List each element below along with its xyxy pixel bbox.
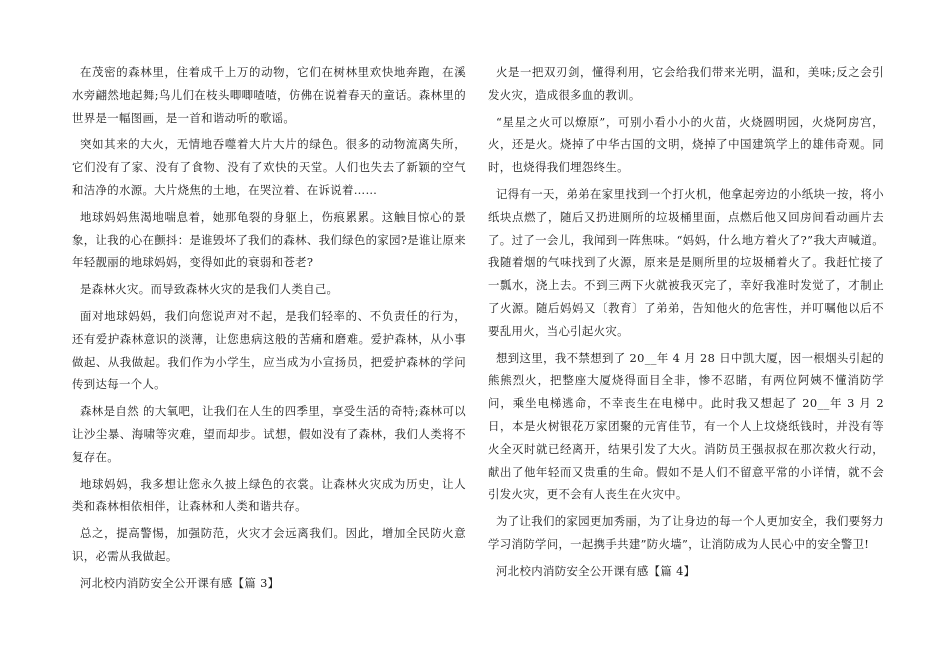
paragraph-oxygen-bar: 森林是自然 的大氧吧，让我们在人生的四季里，享受生活的奇特;森林可以让沙尘暴、海啸等灾难，望而却步。试想，假如没有了森林，我们人类将不复存在。 (72, 404, 466, 464)
paragraph-sudden-fire: 突如其来的大火，无情地吞噬着大片大片的绿色。很多的动物流离失所，它们没有了家、没有了食物、没有了欢快的天堂。人们也失去了新颖的空气和洁净的水源。大片烧焦的土地，在哭泣着、在诉说着…… (72, 137, 466, 197)
paragraph-double-edged-sword: 火是一把双刃剑，懂得利用，它会给我们带来光明，温和，美味;反之会引发火灾，造成很多血的教训。 (488, 65, 884, 102)
section-heading-part-4: 河北校内消防安全公开课有感【篇 4】 (496, 563, 696, 578)
left-column (72, 61, 466, 595)
paragraph-firewall: 为了让我们的家园更加秀丽，为了让身边的每一个人更加安全，我们要努力学习消防学问，一起携手共建”防火墙”，让消防成为人民心中的安全警卫! (488, 514, 884, 551)
paragraph-mother-earth: 地球妈妈焦渴地喘息着，她那龟裂的身躯上，伤痕累累。这触目惊心的景象，让我的心在颤抖：是谁毁坏了我们的森林、我们绿色的家园?是谁让原来年轻靓丽的地球妈妈，变得如此的衰弱和苍老? (72, 209, 466, 270)
paragraph-green-clothes: 地球妈妈，我多想让您永久披上绿色的衣裳。让森林火灾成为历史，让人类和森林相依相伴，让森林和人类和谐共存。 (72, 476, 466, 514)
right-column (488, 61, 884, 583)
paragraph-forest-scene: 在茂密的森林里，住着成千上万的动物，它们在树林里欢快地奔跑，在溪水旁翩然地起舞;鸟儿们在枝头唧唧喳喳，仿佛在说着春天的童话。森林里的世界是一幅图画，是一首和谐动听的歌谣。 (72, 65, 466, 125)
paragraph-single-spark: “星星之火可以燎原”，可别小看小小的火苗，火烧圆明园，火烧阿房宫，火，还是火。烧掉了中华古国的文明，烧掉了中国建筑学上的雄伟奇观。同时，也烧得我们埋怨终生。 (488, 114, 884, 175)
paragraph-apology: 面对地球妈妈，我们向您说声对不起，是我们轻率的、不负责任的行为，还有爱护森林意识的淡薄，让您患病这般的苦痛和磨难。爱护森林，从小事做起、从我做起。我们作为小学生，应当成为小宣扬员，把爱护森林的学问传到达每一个人。 (72, 308, 466, 392)
paragraph-building-fire: 想到这里，我不禁想到了 20__年 4 月 28 日中凯大厦，因一根烟头引起的熊熊烈火，把整座大厦烧得面目全非，惨不忍睹，有两位阿姨不懂消防学问，乘坐电梯逃命，不幸丧生在电梯中。此时我又想起了 20__年 3 月 2 日，本是火树银花万家团聚的元宵佳节，有一个人上坟烧纸钱时，并没有等火全灭时就已经离开，结果引发了大火。消防员王强叔叔在那次救火行动，献出了他年轻而又贵重的生命。假如不是人们不留意平常的小详情，就不会引发火灾，更不会有人丧生在火灾中。 (488, 350, 884, 502)
section-heading-part-3: 河北校内消防安全公开课有感【篇 3】 (80, 575, 280, 590)
paragraph-brother-lighter: 记得有一天，弟弟在家里找到一个打火机，他拿起旁边的小纸块一按，将小纸块点燃了，随后又扔进厕所的垃圾桶里面，点燃后他又回房间看动画片去了。过了一会儿，我闻到一阵焦味。“妈妈，什么地方着火了?”我大声喊道。我随着烟的气味找到了火源，原来是是厕所里的垃圾桶着火了。我赶忙接了一瓢水，浇上去。不到三两下火就被我灭完了，幸好我准时发觉了，才制止了火源。随后妈妈又〔教育〕了弟弟，告知他火的危害性，并叮嘱他以后不要乱用火，当心引起火灾。 (488, 186, 884, 338)
paragraph-forest-fire-cause: 是森林火灾。而导致森林火灾的是我们人类自己。 (80, 282, 339, 297)
paragraph-conclusion: 总之，提高警惕，加强防范，火灾才会远离我们。因此，增加全民防火意识，必需从我做起。 (72, 526, 466, 563)
